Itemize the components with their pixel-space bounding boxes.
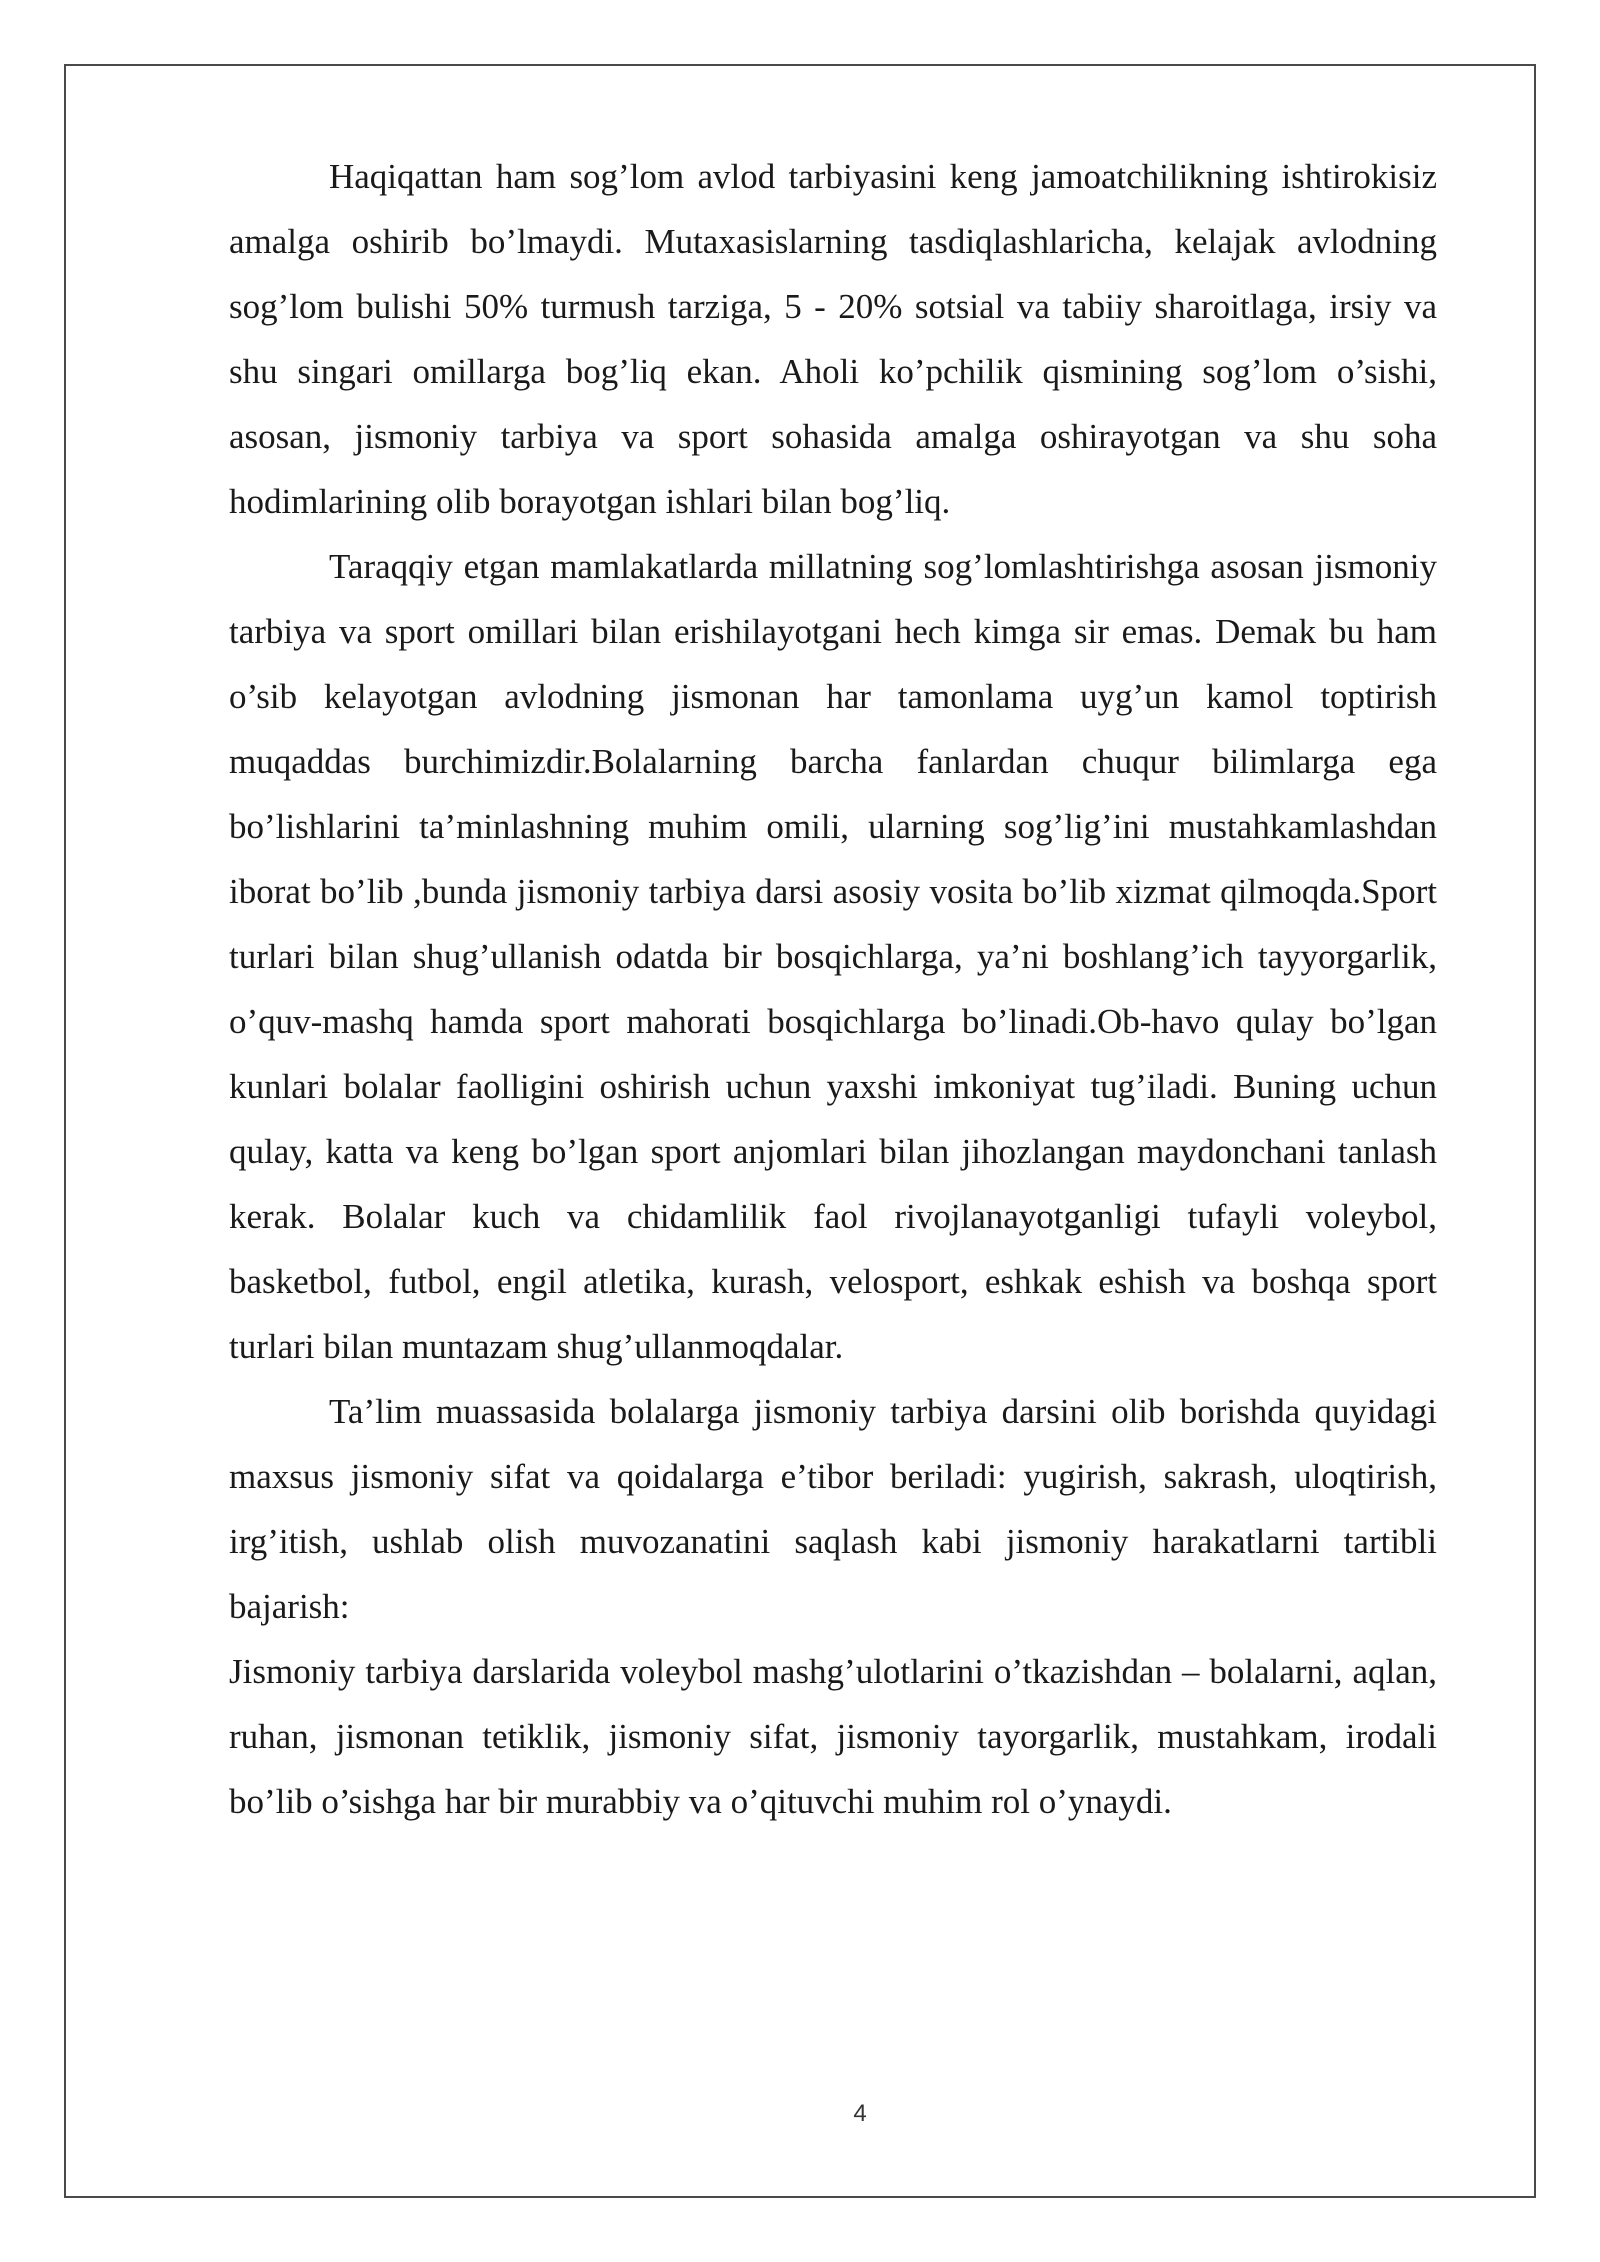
document-body — [229, 144, 1437, 1834]
paragraph-2: Taraqqiy etgan mamlakatlarda millatning sog’lomlashtirishga asosan jismoniy tarbiya va sport omillari bilan erishilayotgani hech kimga sir emas. Demak bu ham o’sib kelayotgan avlodning jismonan har tamonlama uyg’un kamol toptirish muqaddas burchimizdir.Bolalarning barcha fanlardan chuqur bilimlarga ega bo’lishlarini ta’minlashning muhim omili, ularning sog’lig’ini mustahkamlashdan iborat bo’lib ,bunda jismoniy tarbiya darsi asosiy vosita bo’lib xizmat qilmoqda.Sport turlari bilan shug’ullanish odatda bir bosqichlarga, ya’ni boshlang’ich tayyorgarlik, o’quv-mashq hamda sport mahorati bosqichlarga bo’linadi.Ob-havo qulay bo’lgan kunlari bolalar faolligini oshirish uchun yaxshi imkoniyat tug’iladi. Buning uchun qulay, katta va keng bo’lgan sport anjomlari bilan jihozlangan maydonchani tanlash kerak. Bolalar kuch va chidamlilik faol rivojlanayotganligi tufayli voleybol, basketbol, futbol, engil atletika, kurash, velosport, eshkak eshish va boshqa sport turlari bilan muntazam shug’ullanmoqdalar. — [229, 547, 1437, 1366]
paragraph-4: Jismoniy tarbiya darslarida voleybol mashg’ulotlarini o’tkazishdan – bolalarni, aqlan, ruhan, jismonan tetiklik, jismoniy sifat, jismoniy tayorgarlik, mustahkam, irodali bo’lib o’sishga har bir murabbiy va o’qituvchi muhim rol o’ynaydi. — [229, 1652, 1437, 1821]
page-number: 4 — [853, 2100, 867, 2127]
paragraph-1: Haqiqattan ham sog’lom avlod tarbiyasini keng jamoatchilikning ishtirokisiz amalga oshirib bo’lmaydi. Mutaxasislarning tasdiqlashlaricha, kelajak avlodning sog’lom bulishi 50% turmush tarziga, 5 - 20% sotsial va tabiiy sharoitlaga, irsiy va shu singari omillarga bog’liq ekan. Aholi ko’pchilik qismining sog’lom o’sishi, asosan, jismoniy tarbiya va sport sohasida amalga oshirayotgan va shu soha hodimlarining olib borayotgan ishlari bilan bog’liq. — [229, 157, 1437, 521]
paragraph-3: Ta’lim muassasida bolalarga jismoniy tarbiya darsini olib borishda quyidagi maxsus jismoniy sifat va qoidalarga e’tibor beriladi: yugirish, sakrash, uloqtirish, irg’itish, ushlab olish muvozanatini saqlash kabi jismoniy harakatlarni tartibli bajarish: — [229, 1392, 1437, 1626]
